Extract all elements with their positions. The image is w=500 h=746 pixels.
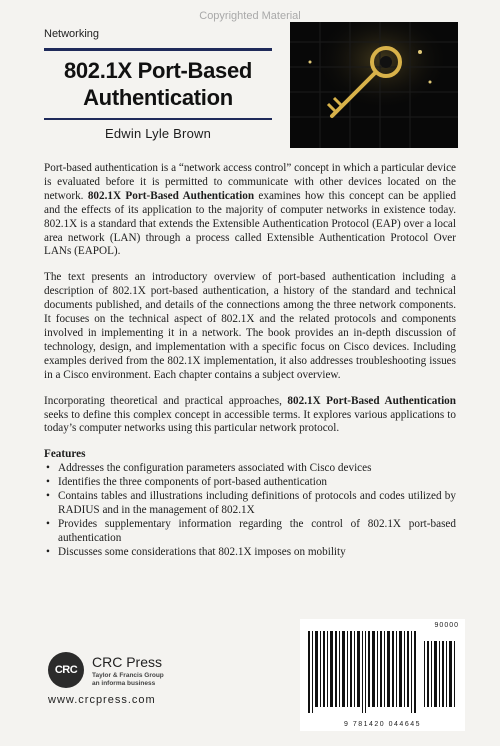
publisher-tagline: an informa business: [92, 680, 156, 687]
description-paragraph-3: [44, 395, 456, 437]
publisher-name: CRC Press: [92, 654, 163, 670]
crc-logo-icon: CRC: [48, 652, 84, 688]
publisher-subtitle: [92, 672, 164, 688]
barcode-icon: [300, 619, 465, 731]
price-code: 90000: [434, 622, 459, 629]
description-paragraph-2: The text presents an introductory overview of port-based authentication including a description of 802.1X port-based authentication, a history of the standard and technical documents published, and details of the connections among the three network components. It focuses on the technical aspect of 802.1X and the related protocols and components involved in implementing it in a network. The book provides an in-depth discussion of technology, design, and implementation with a specific focus on Cisco devices. Including examples derived from the 802.1X implementation, it also addresses troubleshooting issues in a Cisco environment. Each chapter contains a subject overview.: [44, 271, 456, 381]
p1-text-a: Port-based authentication is a “network access control” concept in which a particular device is evaluated before it is permitted to communicate with other devices located on the network.: [44, 162, 456, 202]
p3-book-title: 802.1X Port-Based Authentication: [287, 394, 456, 407]
feature-item: • Contains tables and illustrations including definitions of protocols and codes utilized by RADIUS and in the management of 802.1X: [44, 490, 456, 518]
title-divider: [44, 118, 272, 120]
p1-text-c: examines how this concept can be applied and the effects of its application to the majority of computer networks in existence today. 802.1X is a standard that extends the Extensible Authentication Protocol (EAP) over a local area network (LAN) through a process called Extensible Authentication Protocol Over LANs (EAPOL).: [44, 189, 456, 258]
key-lock-image: [290, 22, 458, 148]
description-paragraph-1: [44, 162, 456, 259]
key-icon: [290, 22, 458, 148]
p3-text-c: seeks to define this complex concept in accessible terms. It explores various applications to today’s computer networks using this particular network protocol.: [44, 408, 456, 435]
feature-item: • Addresses the configuration parameters associated with Cisco devices: [44, 462, 456, 476]
title-block: [44, 48, 272, 141]
book-title-line2: Authentication: [83, 85, 233, 110]
features-list: [44, 462, 456, 559]
publisher-website: www.crcpress.com: [48, 694, 156, 706]
series-label: Networking: [44, 28, 100, 40]
features-heading: Features: [44, 448, 86, 461]
isbn-number: 9 781420 044645: [344, 721, 421, 728]
author-name: Edwin Lyle Brown: [104, 126, 212, 141]
publisher-group: Taylor & Francis Group: [92, 672, 164, 679]
publisher-logo: [48, 652, 208, 712]
book-title-line1: 802.1X Port-Based: [63, 58, 253, 83]
back-cover-description: [44, 162, 456, 560]
copyright-notice: Copyrighted Material: [199, 10, 301, 22]
feature-item: • Provides supplementary information regarding the control of 802.1X port-based authentication: [44, 518, 456, 546]
feature-item: • Discusses some considerations that 802.1X imposes on mobility: [44, 546, 456, 560]
feature-item: • Identifies the three components of port-based authentication: [44, 476, 456, 490]
p3-text-a: Incorporating theoretical and practical approaches,: [44, 394, 288, 407]
isbn-barcode: [300, 619, 465, 731]
p1-book-title: 802.1X Port-Based Authentication: [87, 189, 255, 202]
